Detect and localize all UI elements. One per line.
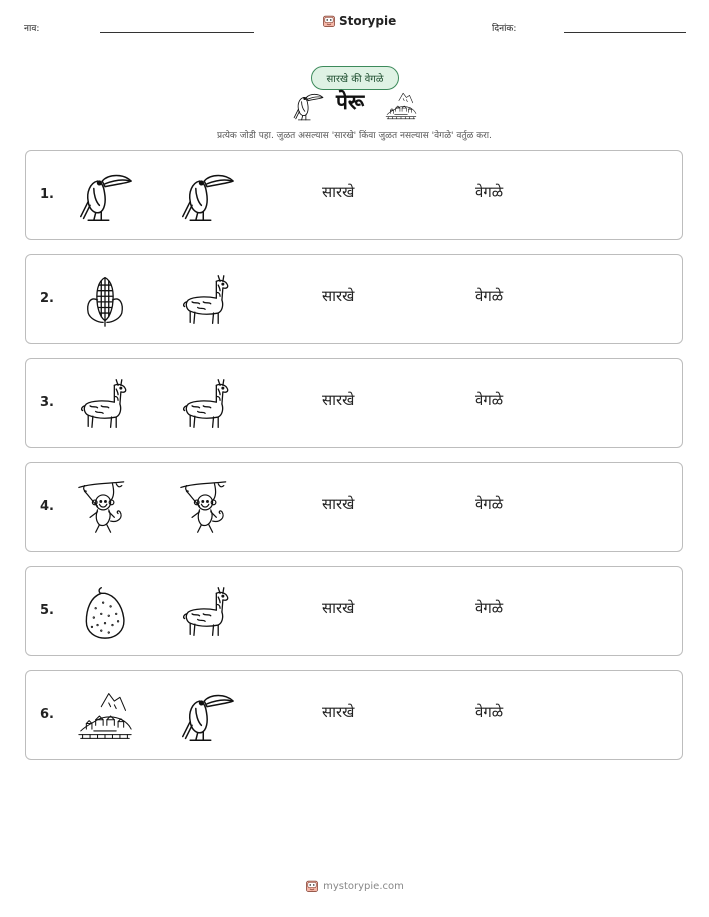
question-row bbox=[25, 670, 683, 760]
machu-picchu-icon bbox=[385, 90, 417, 122]
question-number: 2. bbox=[40, 291, 54, 306]
question-row bbox=[25, 358, 683, 448]
question-number: 1. bbox=[40, 187, 54, 202]
llama-icon bbox=[179, 584, 235, 640]
name-label: नाव: bbox=[24, 24, 40, 34]
different-option[interactable]: वेगळे bbox=[475, 703, 504, 721]
same-option[interactable]: सारखे bbox=[322, 287, 355, 305]
same-option[interactable]: सारखे bbox=[322, 599, 355, 617]
llama-icon bbox=[179, 376, 235, 432]
name-field[interactable] bbox=[100, 32, 254, 33]
question-row bbox=[25, 462, 683, 552]
storypie-logo-icon bbox=[322, 14, 336, 28]
question-number: 5. bbox=[40, 603, 54, 618]
guava-icon bbox=[77, 584, 133, 640]
question-number: 6. bbox=[40, 707, 54, 722]
title-row bbox=[0, 88, 709, 122]
monkey-icon bbox=[179, 480, 235, 536]
different-option[interactable]: वेगळे bbox=[475, 495, 504, 513]
brand-logo bbox=[322, 14, 396, 28]
different-option[interactable]: वेगळे bbox=[475, 391, 504, 409]
same-option[interactable]: सारखे bbox=[322, 703, 355, 721]
question-number: 3. bbox=[40, 395, 54, 410]
toucan-icon bbox=[292, 90, 324, 122]
same-option[interactable]: सारखे bbox=[322, 495, 355, 513]
instruction-text: प्रत्येक जोडी पहा. जुळत असल्यास 'सारखे' किंवा जुळत नसल्यास 'वेगळे' वर्तुळ करा. bbox=[216, 131, 492, 141]
activity-badge: सारखे की वेगळे bbox=[311, 66, 399, 90]
page-title: पेरू bbox=[336, 90, 365, 114]
toucan-icon bbox=[179, 688, 235, 744]
monkey-icon bbox=[77, 480, 133, 536]
llama-icon bbox=[77, 376, 133, 432]
footer bbox=[0, 879, 709, 893]
date-label: दिनांक: bbox=[492, 24, 517, 34]
date-field[interactable] bbox=[564, 32, 686, 33]
same-option[interactable]: सारखे bbox=[322, 391, 355, 409]
worksheet-header bbox=[0, 12, 709, 38]
toucan-icon bbox=[179, 168, 235, 224]
different-option[interactable]: वेगळे bbox=[475, 287, 504, 305]
corn-icon bbox=[77, 272, 133, 328]
question-row bbox=[25, 254, 683, 344]
different-option[interactable]: वेगळे bbox=[475, 599, 504, 617]
question-row bbox=[25, 150, 683, 240]
different-option[interactable]: वेगळे bbox=[475, 183, 504, 201]
machu-picchu-icon bbox=[77, 688, 133, 744]
question-row bbox=[25, 566, 683, 656]
llama-icon bbox=[179, 272, 235, 328]
storypie-logo-icon bbox=[305, 879, 319, 893]
footer-url[interactable]: mystorypie.com bbox=[323, 880, 404, 892]
same-option[interactable]: सारखे bbox=[322, 183, 355, 201]
question-number: 4. bbox=[40, 499, 54, 514]
brand-name: Storypie bbox=[339, 14, 397, 28]
toucan-icon bbox=[77, 168, 133, 224]
